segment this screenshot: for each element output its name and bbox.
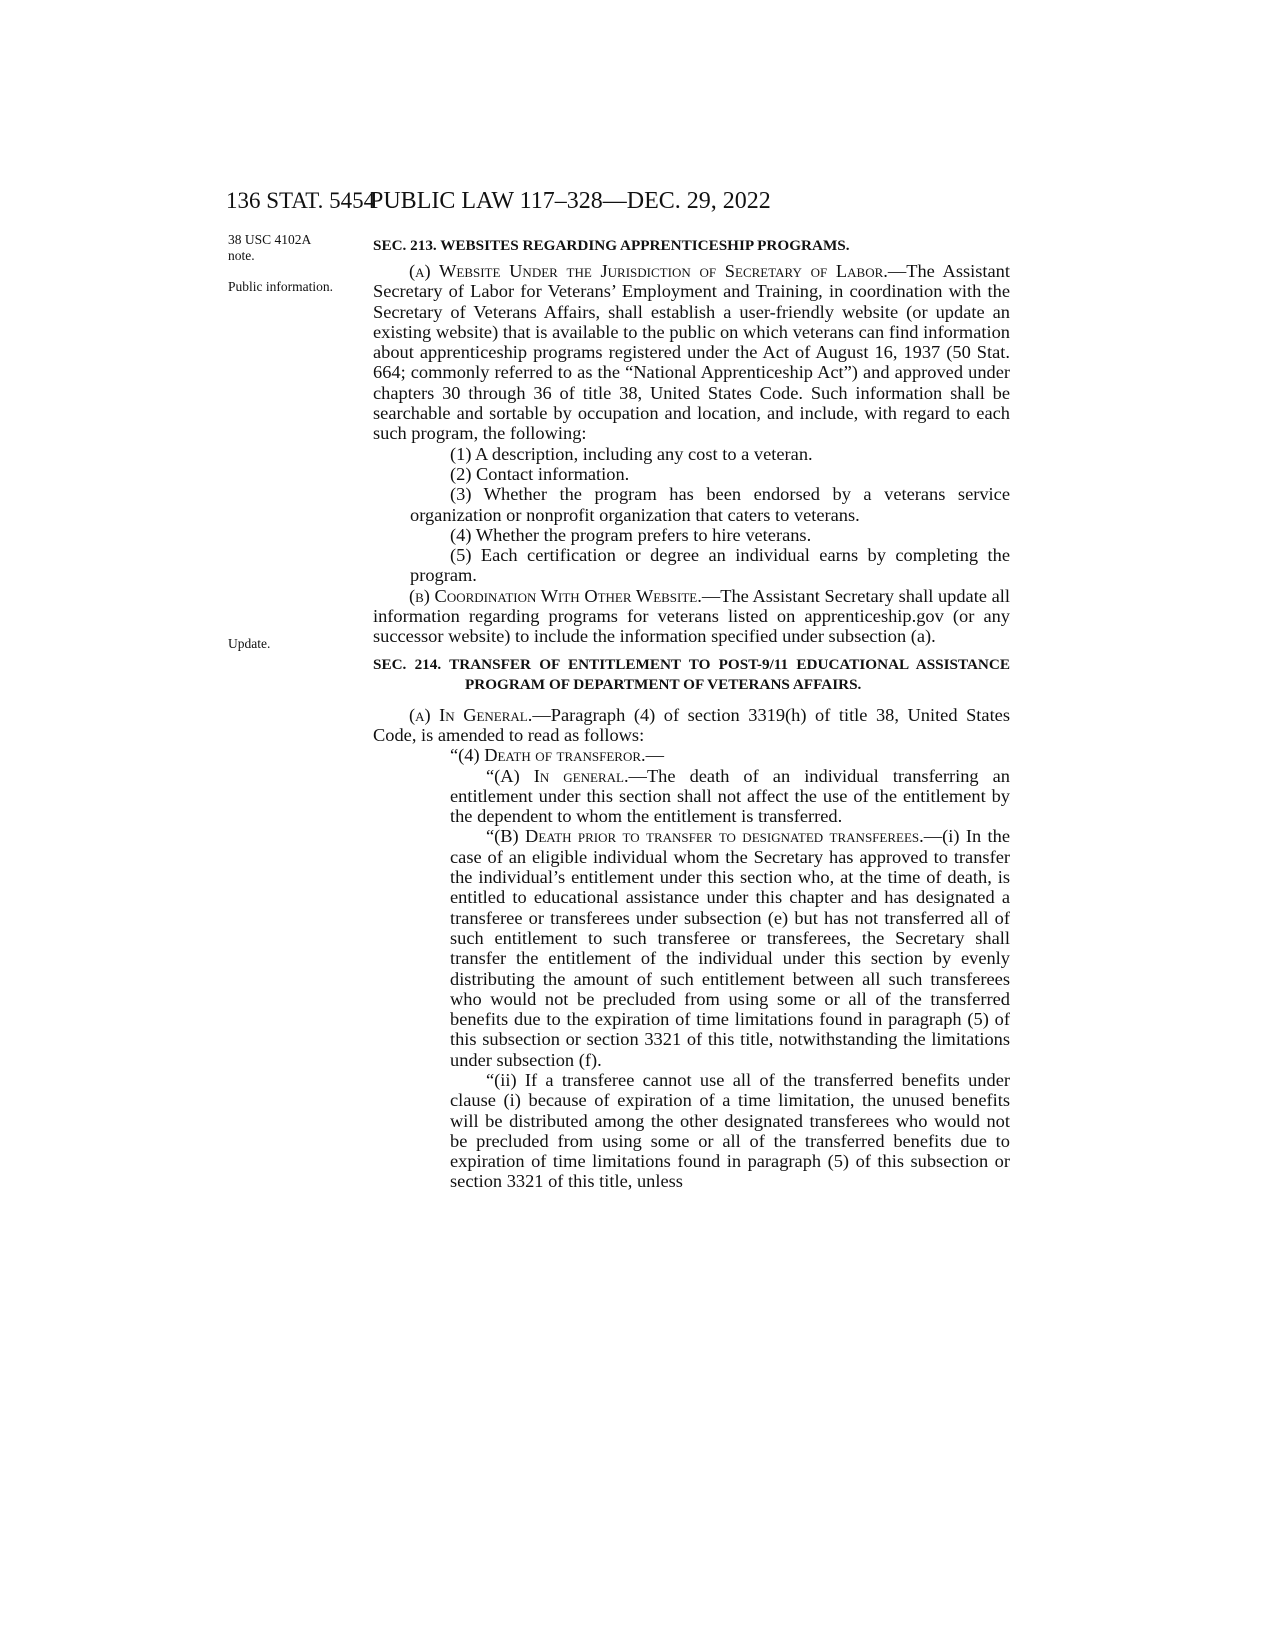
subparagraph-a	[373, 766, 1010, 827]
margin-note-citation: 38 USC 4102A note.	[228, 232, 311, 263]
section-213-subsection-b	[373, 586, 1010, 647]
subparagraph-b-label: “(B) Death prior to transfer to designated transferees.—	[486, 826, 943, 847]
subparagraph-a-text: The death of an individual transferring an entitlement under this section shall not affect the use of the entitlement by the dependent to whom the entitlement is transferred.	[450, 765, 1010, 827]
margin-note-update: Update.	[228, 636, 271, 651]
list-item: (1) A description, including any cost to a veteran.	[450, 443, 813, 464]
clause-ii: “(ii) If a transferee cannot use all of the transferred benefits under clause (i) because of expiration of a time limitation, the unused benefits will be distributed among the other designated transferees who would not be precluded from using some or all of the transferred benefits due to expiration of time limitations found in paragraph (5) of this subsection or section 3321 of this title, unless	[450, 1069, 1010, 1192]
section-214-subsection-a	[373, 705, 1010, 746]
paragraph-4-label: “(4) Death of transferor.—	[450, 745, 665, 766]
paragraph-4-heading	[373, 745, 1010, 765]
statute-body	[373, 236, 1010, 1192]
list-item: (5) Each certification or degree an individual earns by completing the program.	[410, 545, 1010, 586]
list-item: (4) Whether the program prefers to hire veterans.	[450, 524, 812, 545]
subparagraph-b-text: (i) In the case of an eligible individual whom the Secretary has approved to transfer the individual’s entitlement under this section who, at the time of death, is entitled to educational assistance under this chapter and has designated a transferee or transferees under subsection (e) but has not transferred all of such entitlement to such transferee or transferees, the Secretary shall transfer the entitlement of the individual under this section by evenly distributing the amount of such entitlement between all such transferees who would not be precluded from using some or all of the transferred benefits due to the expiration of time limitations found in paragraph (5) of this subsection or section 3321 of this title, notwithstanding the limitations under subsection (f).	[450, 826, 1011, 1070]
page-stat-reference: 136 STAT. 5454	[226, 188, 376, 213]
subsection-a-label: (a) Website Under the Jurisdiction of Secretary of Labor.—	[409, 261, 907, 281]
subsection-b-text: The Assistant Secretary shall update all information regarding programs for veterans listed on apprenticeship.gov (or any successor website) to include the information specified under subsection (a).	[373, 585, 1010, 647]
section-214-heading: SEC. 214. TRANSFER OF ENTITLEMENT TO POST-9/11 EDUCATIONAL ASSISTANCE PROGRAM OF DEPARTMENT OF VETERANS AFFAIRS.	[373, 655, 1010, 693]
section-213-heading: SEC. 213. WEBSITES REGARDING APPRENTICESHIP PROGRAMS.	[373, 237, 850, 254]
page-running-head: PUBLIC LAW 117–328—DEC. 29, 2022	[370, 188, 771, 214]
subsection-a-label: (a) In General.—	[409, 704, 551, 725]
section-213-subsection-a	[373, 261, 1010, 444]
subsection-a-text: Paragraph (4) of section 3319(h) of title 38, United States Code, is amended to read as follows:	[373, 704, 1010, 745]
subparagraph-a-label: “(A) In general.—	[486, 765, 647, 786]
subsection-a-text: The Assistant Secretary of Labor for Veterans’ Employment and Training, in coordination with the Secretary of Veterans Affairs, shall establish a user-friendly website (or update an existing website) that is available to the public on which veterans can find information about apprenticeship programs registered under the Act of August 16, 1937 (50 Stat. 664; commonly referred to as the “National Apprenticeship Act”) and approved under chapters 30 through 36 of title 38, United States Code. Such information shall be searchable and sortable by occupation and location, and include, with regard to each such program, the following:	[373, 261, 1010, 444]
subparagraph-b	[373, 826, 1010, 1070]
margin-note-public-information: Public information.	[228, 279, 333, 294]
subsection-b-label: (b) Coordination With Other Website.—	[409, 585, 721, 606]
list-item: (3) Whether the program has been endorsed by a veterans service organization or nonprofit organization that caters to veterans.	[410, 484, 1010, 525]
list-item: (2) Contact information.	[450, 463, 630, 484]
